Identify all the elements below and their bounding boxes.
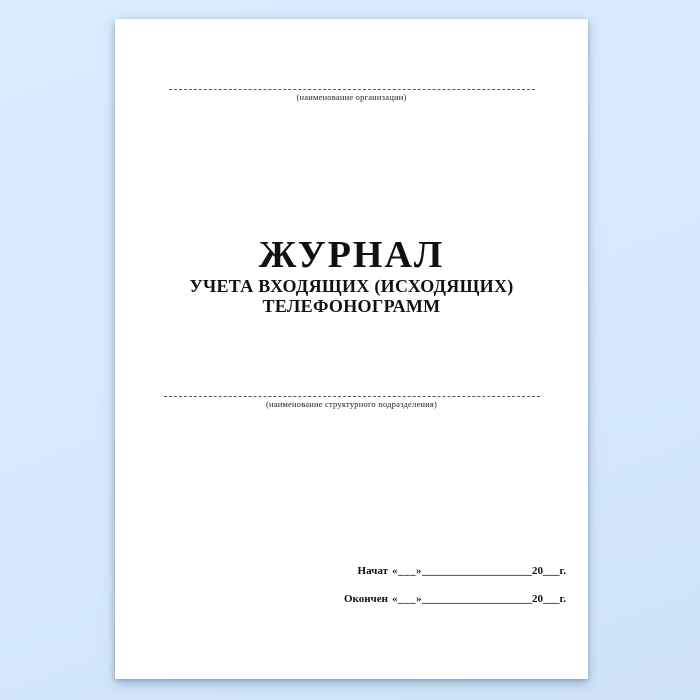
organization-blank-line	[169, 89, 535, 90]
started-year-suffix: г.	[559, 565, 566, 577]
journal-cover-page	[115, 19, 588, 679]
started-month-blank-line: ____________________	[421, 565, 532, 577]
organization-name-field	[167, 89, 537, 102]
finished-label: Окончен	[343, 593, 388, 605]
started-label: Начат	[357, 565, 388, 577]
dates-block	[338, 557, 566, 613]
organization-field-caption: (наименование организации)	[296, 92, 407, 102]
journal-subtitle-line1: УЧЕТА ВХОДЯЩИХ (ИСХОДЯЩИХ)	[189, 276, 514, 296]
finished-day-blank: «___»	[391, 593, 422, 605]
journal-title: ЖУРНАЛ	[258, 234, 445, 276]
department-field-caption: (наименование структурного подразделения)	[265, 399, 438, 409]
finished-year-prefix: 20	[531, 593, 543, 605]
department-blank-line	[164, 396, 540, 397]
title-block	[115, 234, 588, 316]
started-day-blank: «___»	[391, 565, 422, 577]
started-year-blank: ___	[542, 565, 560, 577]
started-row	[338, 557, 566, 585]
started-year-prefix: 20	[531, 565, 543, 577]
finished-year-blank: ___	[542, 593, 560, 605]
finished-month-blank-line: ____________________	[421, 593, 532, 605]
department-name-field	[162, 396, 542, 409]
finished-year-suffix: г.	[559, 593, 566, 605]
journal-subtitle-line2: ТЕЛЕФОНОГРАММ	[262, 296, 441, 316]
finished-row	[338, 585, 566, 613]
